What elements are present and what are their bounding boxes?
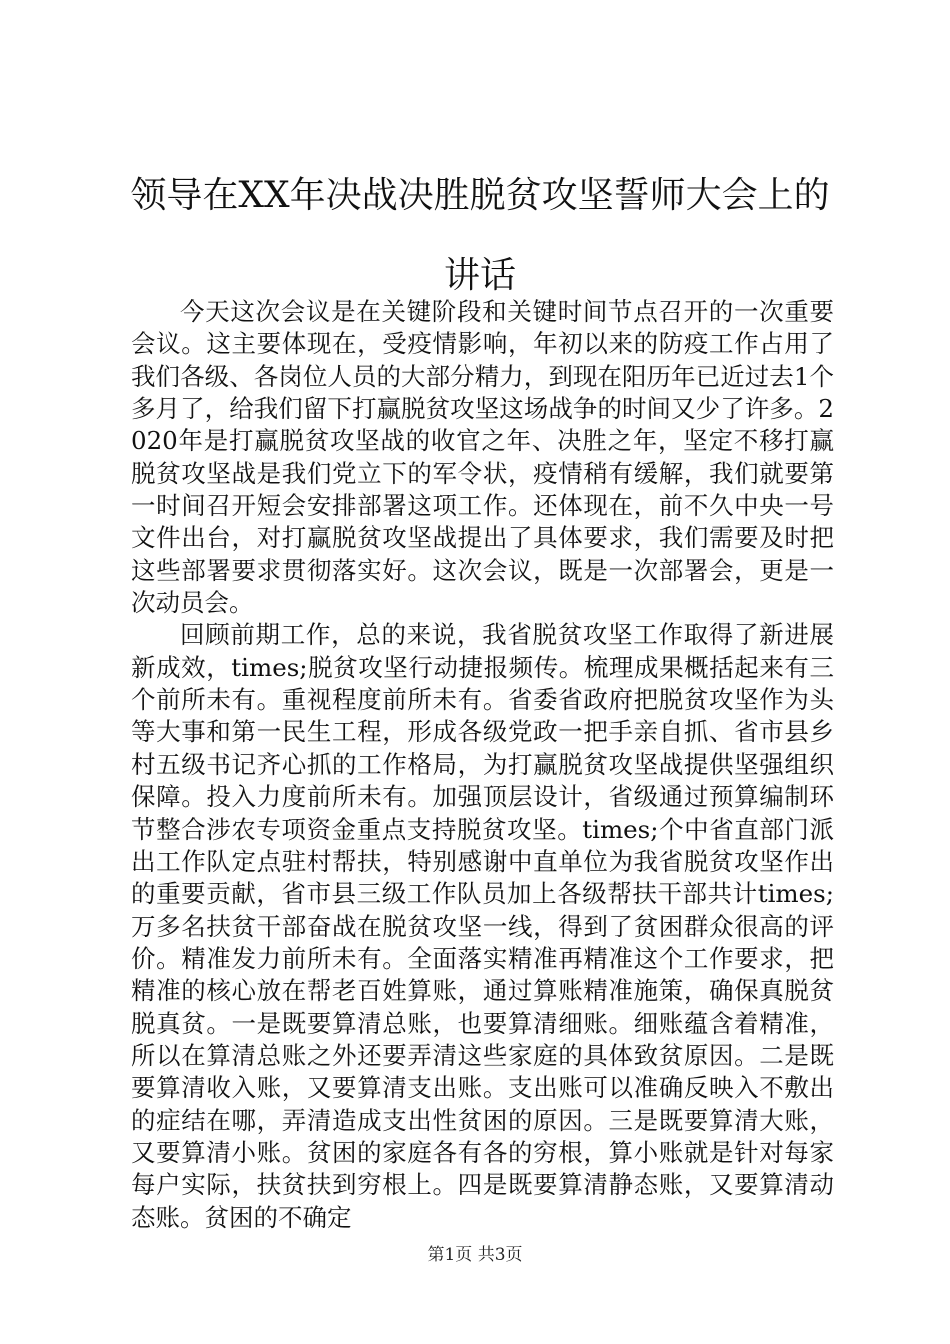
page-footer: 第1页 共3页 <box>427 1245 523 1265</box>
paragraph-1: 今天这次会议是在关键阶段和关键时间节点召开的一次重要会议。这主要体现在，受疫情影响，年初以来的防疫工作占用了我们各级、各岗位人员的大部分精力，到现在阳历年已近过去1个多月了，给我们留下打赢脱贫攻坚这场战争的时间又少了许多。2020年是打赢脱贫攻坚战的收官之年、决胜之年，坚定不移打赢脱贫攻坚战是我们党立下的军令状，疫情稍有缓解，我们就要第一时间召开短会安排部署这项工作。还体现在，前不久中央一号文件出台，对打赢脱贫攻坚战提出了具体要求，我们需要及时把这些部署要求贯彻落实好。这次会议，既是一次部署会，更是一次动员会。 <box>131 297 834 618</box>
title-line-1: 领导在XX年决战决胜脱贫攻坚誓师大会上的 <box>130 175 830 216</box>
title-line-2: 讲话 <box>443 255 516 296</box>
paragraph-2: 回顾前期工作，总的来说，我省脱贫攻坚工作取得了新进展新成效，times;脱贫攻坚行动捷报频传。梳理成果概括起来有三个前所未有。重视程度前所未有。省委省政府把脱贫攻坚作为头等大事和第一民生工程，形成各级党政一把手亲自抓、省市县乡村五级书记齐心抓的工作格局，为打赢脱贫攻坚战提供坚强组织保障。投入力度前所未有。加强顶层设计，省级通过预算编制环节整合涉农专项资金重点支持脱贫攻坚。times;个中省直部门派出工作队定点驻村帮扶，特别感谢中直单位为我省脱贫攻坚作出的重要贡献，省市县三级工作队员加上各级帮扶干部共计times;万多名扶贫干部奋战在脱贫攻坚一线，得到了贫困群众很高的评价。精准发力前所未有。全面落实精准再精准这个工作要求，把精准的核心放在帮老百姓算账，通过算账精准施策，确保真脱贫脱真贫。一是既要算清总账，也要算清细账。细账蕴含着精准，所以在算清总账之外还要弄清这些家庭的具体致贫原因。二是既要算清收入账，又要算清支出账。支出账可以准确反映入不敷出的症结在哪，弄清造成支出性贫困的原因。三是既要算清大账，又要算清小账。贫困的家庭各有各的穷根，算小账就是针对每家每户实际，扶贫扶到穷根上。四是既要算清静态账，又要算清动态账。贫困的不确定 <box>131 620 834 1232</box>
document-title <box>130 156 830 316</box>
document-body <box>131 296 834 1234</box>
